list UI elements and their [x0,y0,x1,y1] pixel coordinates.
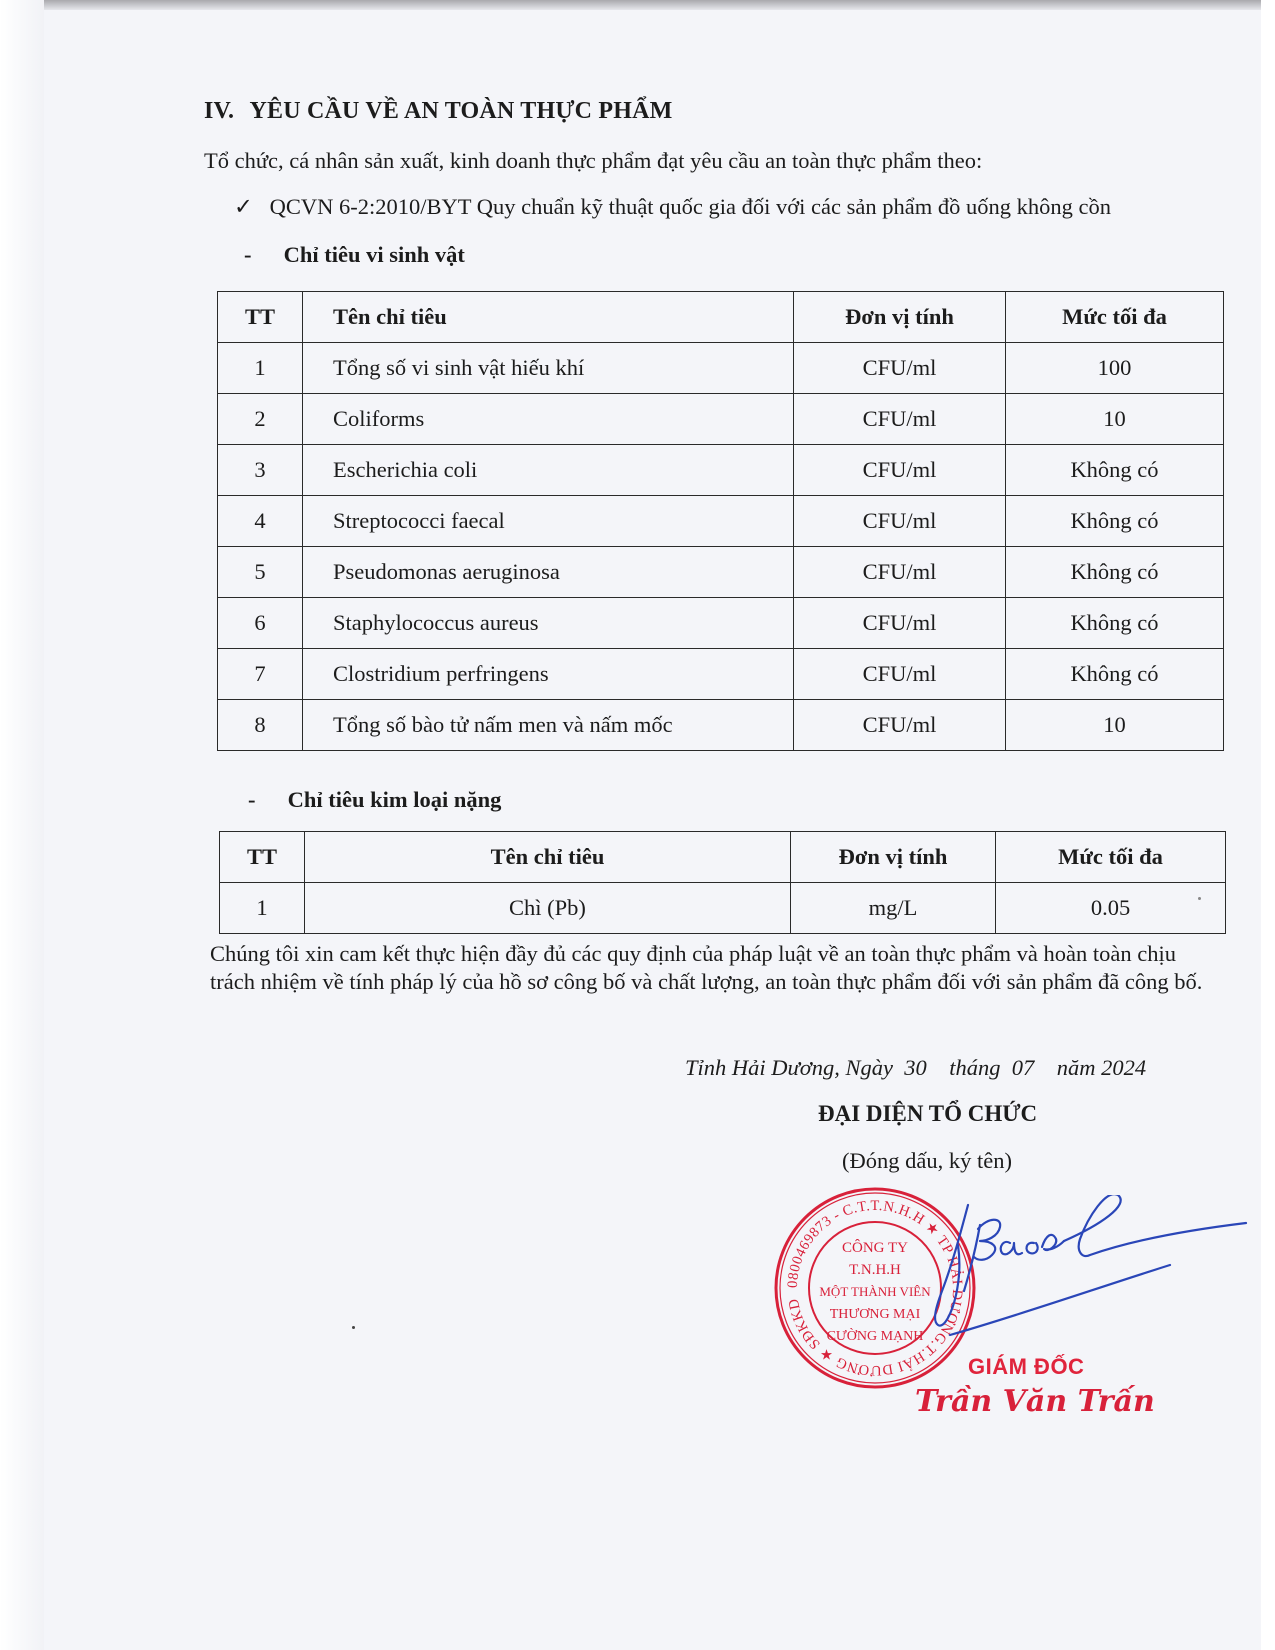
organization-label: ĐẠI DIỆN TỔ CHỨC [818,1101,1038,1126]
header-unit: Đơn vị tính [791,832,996,883]
cell-max: 100 [1006,343,1224,394]
cell-unit: CFU/ml [794,343,1006,394]
stamp-line: CƯỜNG MẠNH [826,1329,924,1344]
cell-max: 10 [1006,700,1224,751]
cell-name: Streptococci faecal [303,496,794,547]
section-heading [204,98,672,125]
stamp-line: CÔNG TY [842,1240,908,1256]
cell-unit: CFU/ml [794,700,1006,751]
dash-bullet: - [248,787,256,812]
cell-unit: mg/L [791,883,996,934]
cell-max: Không có [1006,547,1224,598]
seal-note: (Đóng dấu, ký tên) [842,1148,1012,1173]
table-row [218,598,1224,649]
stamp-ring-text: 0800469873 - C.T.T.N.H.H ★ TP HẢI DƯƠNG.T.HẢI DƯƠNG ★ SĐKKD [784,1197,966,1379]
microbial-title: Chỉ tiêu vi sinh vật [283,242,465,267]
dash-bullet: - [244,242,252,267]
cell-tt: 5 [218,547,303,598]
cell-unit: CFU/ml [794,598,1006,649]
header-max: Mức tối đa [996,832,1226,883]
cell-max: Không có [1006,649,1224,700]
regulation-line [234,194,1111,220]
commitment-paragraph: Chúng tôi xin cam kết thực hiện đầy đủ các quy định của pháp luật về an toàn thực phẩm và hoàn toàn chịu trách nhiệm về tính pháp lý của hồ sơ công bố và chất lượng, an toàn thực phẩm đối với sản phẩm đã công bố. [210,941,1203,994]
table-header-row [218,292,1224,343]
cell-tt: 3 [218,445,303,496]
intro-text: Tổ chức, cá nhân sản xuất, kinh doanh thực phẩm đạt yêu cầu an toàn thực phẩm theo: [204,148,983,173]
cell-tt: 2 [218,394,303,445]
microbial-table [217,291,1224,751]
cell-name: Chì (Pb) [305,883,791,934]
section-title: YÊU CẦU VỀ AN TOÀN THỰC PHẨM [249,98,673,124]
cell-unit: CFU/ml [794,496,1006,547]
date-line: Tỉnh Hải Dương, Ngày 30 tháng 07 năm 2024 [685,1055,1147,1080]
cell-unit: CFU/ml [794,649,1006,700]
cell-name: Tổng số bào tử nấm men và nấm mốc [303,700,794,751]
table-row [218,496,1224,547]
cell-max: 10 [1006,394,1224,445]
cell-tt: 8 [218,700,303,751]
stamp-line: T.N.H.H [849,1262,901,1278]
cell-name: Staphylococcus aureus [303,598,794,649]
scan-speck [1198,897,1201,900]
cell-tt: 1 [218,343,303,394]
cell-max: Không có [1006,598,1224,649]
table-row [218,649,1224,700]
header-tt: TT [218,292,303,343]
cell-tt: 1 [220,883,305,934]
section-number: IV. [204,98,235,124]
cell-max: Không có [1006,445,1224,496]
table-row [220,883,1226,934]
cell-tt: 4 [218,496,303,547]
stamp-line: THƯƠNG MẠI [829,1307,921,1322]
table-row [218,445,1224,496]
check-icon: ✓ [234,194,253,219]
scan-speck [352,1326,355,1329]
microbial-subheading [244,242,465,268]
cell-unit: CFU/ml [794,445,1006,496]
heavy-metal-title: Chỉ tiêu kim loại nặng [287,787,502,812]
header-name: Tên chỉ tiêu [303,292,794,343]
header-tt: TT [220,832,305,883]
signature-icon [930,1195,1250,1345]
director-title: GIÁM ĐỐC [968,1354,1085,1379]
cell-max: 0.05 [996,883,1226,934]
cell-tt: 6 [218,598,303,649]
header-unit: Đơn vị tính [794,292,1006,343]
regulation-text: QCVN 6-2:2010/BYT Quy chuẩn kỹ thuật quốc gia đối với các sản phẩm đồ uống không cồn [269,194,1111,219]
scan-left-margin [0,0,44,1650]
cell-max: Không có [1006,496,1224,547]
stamp-line: MỘT THÀNH VIÊN [819,1284,931,1299]
cell-unit: CFU/ml [794,394,1006,445]
cell-name: Escherichia coli [303,445,794,496]
cell-tt: 7 [218,649,303,700]
cell-name: Clostridium perfringens [303,649,794,700]
header-name: Tên chỉ tiêu [305,832,791,883]
heavy-metal-table [219,831,1226,934]
table-row [218,700,1224,751]
cell-name: Coliforms [303,394,794,445]
table-row [218,343,1224,394]
scan-top-edge [0,0,1275,10]
cell-name: Tổng số vi sinh vật hiếu khí [303,343,794,394]
header-max: Mức tối đa [1006,292,1224,343]
table-row [218,547,1224,598]
table-header-row [220,832,1226,883]
cell-unit: CFU/ml [794,547,1006,598]
director-name: Trần Văn Trấn [915,1384,1155,1419]
heavy-metal-subheading [248,787,501,813]
table-row [218,394,1224,445]
cell-name: Pseudomonas aeruginosa [303,547,794,598]
scan-right-margin [1261,0,1275,1650]
